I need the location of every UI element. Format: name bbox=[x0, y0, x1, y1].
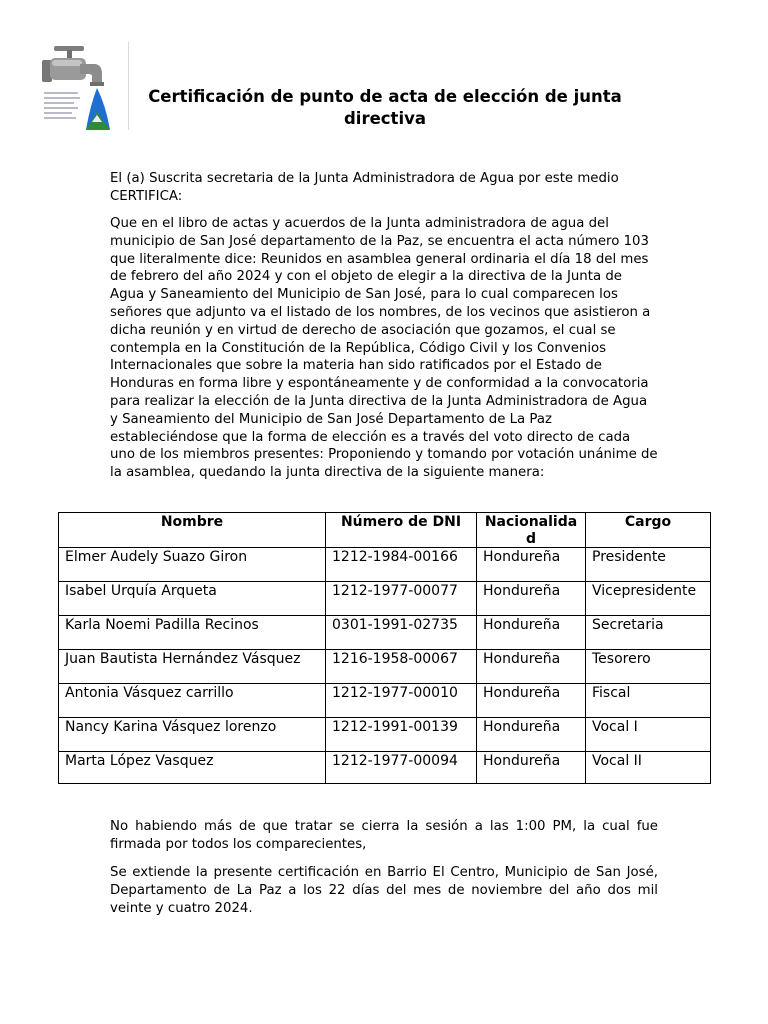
cell-dni: 1212-1977-00094 bbox=[326, 752, 477, 784]
cell-nacionalidad: Hondureña bbox=[477, 650, 586, 684]
body-paragraph: Que en el libro de actas y acuerdos de la Junta administradora de agua del municipio de San José departamento de la Paz, se encuentra el acta número 103 que literalmente dice: Reunidos en asamblea general ordinaria el día 18 del mes de febrero del año 2024 y con el objeto de elegir a la directiva de la Junta de Agua y Saneamiento del Municipio de San José, para lo cual comparecen los señores que adjunto va el listado de los nombres, de los vecinos que asistieron a dicha reunión y en virtud de derecho de asociación que gozamos, el cual se contempla en la Constitución de la República, Código Civil y los Convenios Internacionales que sobre la materia han sido ratificados por el Estado de Honduras en forma libre y espontáneamente y de conformidad a la convocatoria para realizar la elección de la Junta directiva de la Junta Administradora de Agua y Saneamiento del Municipio de San José Departamento de La Paz estableciéndose que la forma de elección es a través del voto directo de cada uno de los miembros presentes: Proponiendo y tomando por votación unánime de la asamblea, quedando la junta directiva de la siguiente manera: bbox=[110, 216, 658, 481]
header-nacionalidad: Nacionalidad bbox=[477, 513, 586, 548]
cell-nacionalidad: Hondureña bbox=[477, 616, 586, 650]
cell-dni: 1216-1958-00067 bbox=[326, 650, 477, 684]
table-row bbox=[59, 718, 711, 752]
cell-nombre: Isabel Urquía Arqueta bbox=[59, 582, 326, 616]
cell-nacionalidad: Hondureña bbox=[477, 752, 586, 784]
cell-cargo: Vocal I bbox=[586, 718, 711, 752]
cell-nombre: Karla Noemi Padilla Recinos bbox=[59, 616, 326, 650]
cell-nombre: Antonia Vásquez carrillo bbox=[59, 684, 326, 718]
junta-directiva-table bbox=[58, 512, 711, 784]
cell-cargo: Presidente bbox=[586, 548, 711, 582]
cell-nombre: Marta López Vasquez bbox=[59, 752, 326, 784]
junta-agua-logo bbox=[40, 42, 130, 132]
header-nombre: Nombre bbox=[59, 513, 326, 548]
cell-nombre: Elmer Audely Suazo Giron bbox=[59, 548, 326, 582]
cell-nacionalidad: Hondureña bbox=[477, 582, 586, 616]
table-row bbox=[59, 650, 711, 684]
cell-dni: 1212-1991-00139 bbox=[326, 718, 477, 752]
cell-cargo: Secretaria bbox=[586, 616, 711, 650]
cell-dni: 1212-1977-00077 bbox=[326, 582, 477, 616]
cell-cargo: Vicepresidente bbox=[586, 582, 711, 616]
cell-nacionalidad: Hondureña bbox=[477, 718, 586, 752]
table-row bbox=[59, 684, 711, 718]
certification-paragraph: Se extiende la presente certificación en Barrio El Centro, Municipio de San José, Departamento de La Paz a los 22 días del mes de noviembre del año dos mil veinte y cuatro 2024. bbox=[110, 865, 658, 916]
header-cargo: Cargo bbox=[586, 513, 711, 548]
cell-dni: 0301-1991-02735 bbox=[326, 616, 477, 650]
cell-dni: 1212-1977-00010 bbox=[326, 684, 477, 718]
closing-paragraph: No habiendo más de que tratar se cierra la sesión a las 1:00 PM, la cual fue firmada por todos los comparecientes, bbox=[110, 819, 658, 852]
document-title: Certificación de punto de acta de elección de junta directiva bbox=[148, 87, 622, 128]
cell-nacionalidad: Hondureña bbox=[477, 548, 586, 582]
cell-nombre: Juan Bautista Hernández Vásquez bbox=[59, 650, 326, 684]
table-row bbox=[59, 752, 711, 784]
cell-dni: 1212-1984-00166 bbox=[326, 548, 477, 582]
cell-nombre: Nancy Karina Vásquez lorenzo bbox=[59, 718, 326, 752]
cell-cargo: Tesorero bbox=[586, 650, 711, 684]
intro-paragraph: El (a) Suscrita secretaria de la Junta Administradora de Agua por este medio CERTIFICA: bbox=[110, 171, 619, 204]
cell-cargo: Vocal II bbox=[586, 752, 711, 784]
water-faucet-icon bbox=[40, 42, 130, 132]
table-row bbox=[59, 582, 711, 616]
cell-cargo: Fiscal bbox=[586, 684, 711, 718]
table-row bbox=[59, 548, 711, 582]
table-row bbox=[59, 616, 711, 650]
header-dni: Número de DNI bbox=[326, 513, 477, 548]
table-header-row bbox=[59, 513, 711, 548]
cell-nacionalidad: Hondureña bbox=[477, 684, 586, 718]
